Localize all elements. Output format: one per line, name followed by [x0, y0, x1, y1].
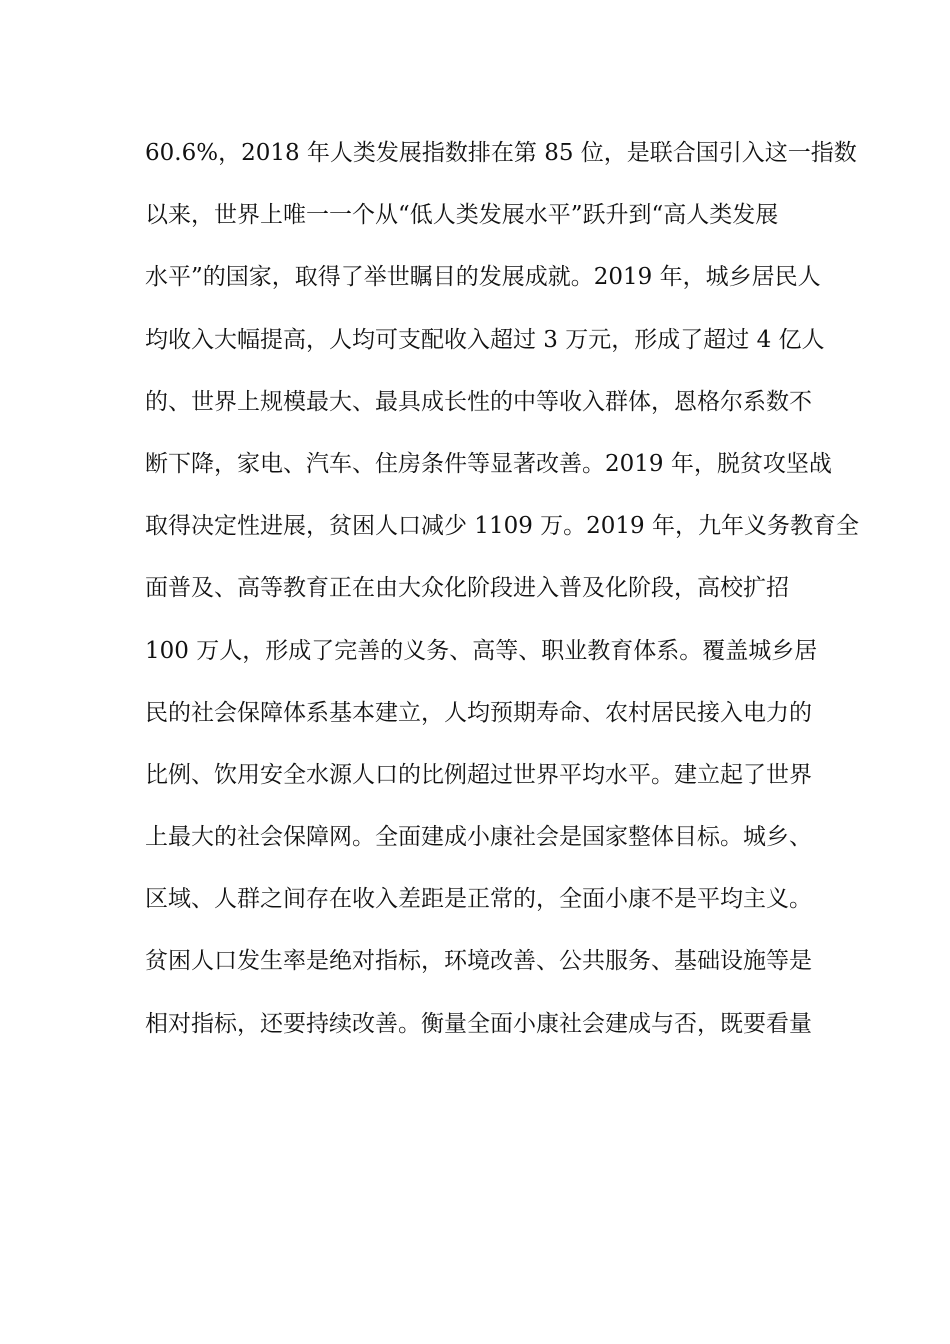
text-line: 断下降，家电、汽车、住房条件等显著改善。2019 年，脱贫攻坚战 [145, 450, 832, 477]
text-line: 100 万人，形成了完善的义务、高等、职业教育体系。覆盖城乡居 [145, 637, 818, 664]
text-line: 贫困人口发生率是绝对指标，环境改善、公共服务、基础设施等是 [145, 948, 812, 975]
text-line: 均收入大幅提高，人均可支配收入超过 3 万元，形成了超过 4 亿人 [145, 326, 825, 353]
text-line: 区域、人群之间存在收入差距是正常的，全面小康不是平均主义。 [145, 886, 812, 913]
text-line: 以来，世界上唯一一个从“低人类发展水平”跃升到“高人类发展 [145, 202, 779, 229]
text-line: 相对指标，还要持续改善。衡量全面小康社会建成与否，既要看量 [145, 1010, 812, 1037]
text-line: 水平”的国家，取得了举世瞩目的发展成就。2019 年，城乡居民人 [145, 264, 821, 291]
text-line: 取得决定性进展，贫困人口减少 1109 万。2019 年，九年义务教育全 [145, 513, 859, 540]
text-line: 比例、饮用安全水源人口的比例超过世界平均水平。建立起了世界 [145, 761, 812, 788]
text-line: 的、世界上规模最大、最具成长性的中等收入群体，恩格尔系数不 [145, 388, 812, 415]
text-line: 面普及、高等教育正在由大众化阶段进入普及化阶段，高校扩招 [145, 575, 789, 602]
text-line: 民的社会保障体系基本建立，人均预期寿命、农村居民接入电力的 [145, 699, 812, 726]
text-line: 上最大的社会保障网。全面建成小康社会是国家整体目标。城乡、 [145, 824, 812, 851]
text-line: 60.6%，2018 年人类发展指数排在第 85 位，是联合国引入这一指数 [145, 140, 857, 166]
body-text [145, 131, 859, 1064]
